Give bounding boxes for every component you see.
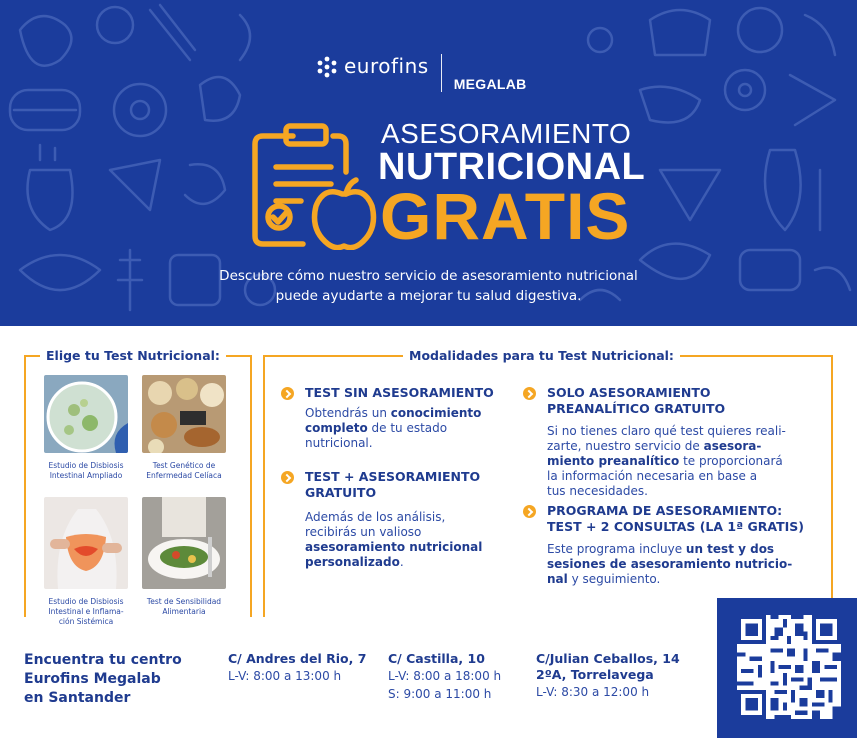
option-title-line: PREANALÍTICO GRATUITO xyxy=(547,401,726,416)
option-title-line: PROGRAMA DE ASESORAMIENTO: xyxy=(547,503,783,518)
option-title xyxy=(305,469,511,501)
option-title: TEST SIN ASESORAMIENTO xyxy=(305,385,494,400)
test-caption-line: Estudio de Disbiosis xyxy=(48,597,124,606)
qr-code-icon[interactable] xyxy=(737,615,841,719)
brand-name: eurofins xyxy=(344,54,429,78)
option-title-line: TEST + ASESORAMIENTO xyxy=(305,469,481,484)
option-text-strong: conocimiento xyxy=(390,406,482,420)
option-text-strong: personalizado xyxy=(305,555,400,569)
center-hours: L-V: 8:00 a 13:00 h xyxy=(228,669,342,683)
test-caption-line: Test de Sensibilidad xyxy=(146,597,222,606)
test-caption-line: Test Genético de xyxy=(152,461,216,470)
modalities-heading: Modalidades para tu Test Nutricional: xyxy=(403,347,680,365)
option-text-strong: completo xyxy=(305,421,368,435)
tests-frame xyxy=(24,348,252,626)
option-text: Si no tienes claro qué test quieres reali- xyxy=(547,424,786,438)
option-text: y seguimiento. xyxy=(567,572,661,586)
center-address: C/Julian Ceballos, 14 xyxy=(536,651,680,666)
find-center-line: Encuentra tu centro xyxy=(24,652,182,668)
center-hours: L-V: 8:30 a 12:00 h xyxy=(536,685,650,699)
option-text: Además de los análisis, xyxy=(305,510,446,524)
option-text-strong: miento preanalítico xyxy=(547,454,680,468)
test-tile-inflammation xyxy=(44,497,128,627)
logo-divider xyxy=(441,54,442,92)
option-text-strong: nal xyxy=(547,572,568,586)
option-no-advice xyxy=(281,385,511,451)
salad-plate-image xyxy=(142,497,226,589)
option-text-strong: un test y dos xyxy=(685,542,775,556)
option-text: Obtendrás un xyxy=(305,406,391,420)
center-hours: S: 9:00 a 11:00 h xyxy=(388,687,492,701)
center-hours: L-V: 8:00 a 18:00 h xyxy=(388,669,502,683)
option-description xyxy=(547,424,823,499)
tests-heading: Elige tu Test Nutricional: xyxy=(40,347,226,365)
option-title xyxy=(547,385,823,417)
center-address: 2ºA, Torrelavega xyxy=(536,667,654,682)
option-text: Este programa incluye xyxy=(547,542,686,556)
test-caption xyxy=(44,461,128,481)
center-torrelavega xyxy=(536,651,680,701)
option-description xyxy=(305,406,511,451)
title-line-1: ASESORAMIENTO xyxy=(381,118,632,149)
test-caption-line: Intestinal e Inflama- xyxy=(48,607,124,616)
option-text: te proporcionará xyxy=(679,454,783,468)
chevron-right-icon xyxy=(281,387,294,400)
option-preanalytic-advice xyxy=(523,385,823,499)
find-center-line: Eurofins Megalab xyxy=(24,671,161,687)
option-text-strong: asesoramiento nutricional xyxy=(305,540,483,554)
test-tile-celiac xyxy=(142,375,226,481)
option-title-line: SOLO ASESORAMIENTO xyxy=(547,385,711,400)
option-description xyxy=(305,510,511,570)
test-caption xyxy=(142,597,226,617)
option-text: . xyxy=(399,555,404,569)
option-text: zarte, nuestro servicio de xyxy=(547,439,704,453)
test-caption-line: ción Sistémica xyxy=(58,617,114,626)
option-text-strong: asesora- xyxy=(703,439,762,453)
option-advice-program xyxy=(523,503,829,587)
option-title-line: TEST + 2 CONSULTAS (LA 1ª GRATIS) xyxy=(547,519,805,534)
chevron-right-icon xyxy=(523,505,536,518)
option-test-plus-advice xyxy=(281,469,511,570)
test-tile-sensitivity xyxy=(142,497,226,617)
intro-text xyxy=(150,266,707,306)
option-text: nutricional. xyxy=(305,436,373,450)
chevron-right-icon xyxy=(281,471,294,484)
test-caption-line: Alimentaria xyxy=(162,607,206,616)
option-text: de tu estado xyxy=(367,421,448,435)
option-text-strong: sesiones de asesoramiento nutricio- xyxy=(547,557,793,571)
center-castilla xyxy=(388,651,501,703)
modalities-frame xyxy=(263,348,833,617)
eurofins-megalab-logo xyxy=(316,52,527,96)
intro-line-1: Descubre cómo nuestro servicio de asesoramiento nutricional xyxy=(219,268,638,284)
test-caption-line: Estudio de Disbiosis xyxy=(48,461,124,470)
hero-banner xyxy=(0,0,857,326)
qr-code-panel[interactable] xyxy=(717,598,857,738)
sub-brand: MEGALAB xyxy=(453,76,527,92)
chevron-right-icon xyxy=(523,387,536,400)
option-text: tus necesidades. xyxy=(547,484,648,498)
title-line-3: GRATIS xyxy=(380,179,631,253)
test-caption-line: Intestinal Ampliado xyxy=(49,471,123,480)
find-center-heading xyxy=(24,651,204,708)
option-description xyxy=(547,542,829,587)
center-address: C/ Andres del Rio, 7 xyxy=(228,651,367,666)
option-text: la información necesaria en base a xyxy=(547,469,758,483)
option-title xyxy=(547,503,829,535)
abdominal-pain-image xyxy=(44,497,128,589)
eurofins-dots-icon xyxy=(316,56,338,78)
test-tile-dysbiosis xyxy=(44,375,128,481)
option-title-line: GRATUITO xyxy=(305,485,377,500)
intro-line-2: puede ayudarte a mejorar tu salud digestiva. xyxy=(275,288,582,304)
test-caption xyxy=(44,597,128,627)
petri-dish-image xyxy=(44,375,128,453)
clipboard-apple-icon xyxy=(248,122,378,250)
test-caption-line: Enfermedad Celíaca xyxy=(146,471,222,480)
cereals-image xyxy=(142,375,226,453)
center-andres-del-rio xyxy=(228,651,366,685)
find-center-line: en Santander xyxy=(24,690,131,706)
test-caption xyxy=(142,461,226,481)
option-text: recibirás un valioso xyxy=(305,525,422,539)
title-line-2: NUTRICIONAL xyxy=(378,146,646,188)
center-address: C/ Castilla, 10 xyxy=(388,651,485,666)
